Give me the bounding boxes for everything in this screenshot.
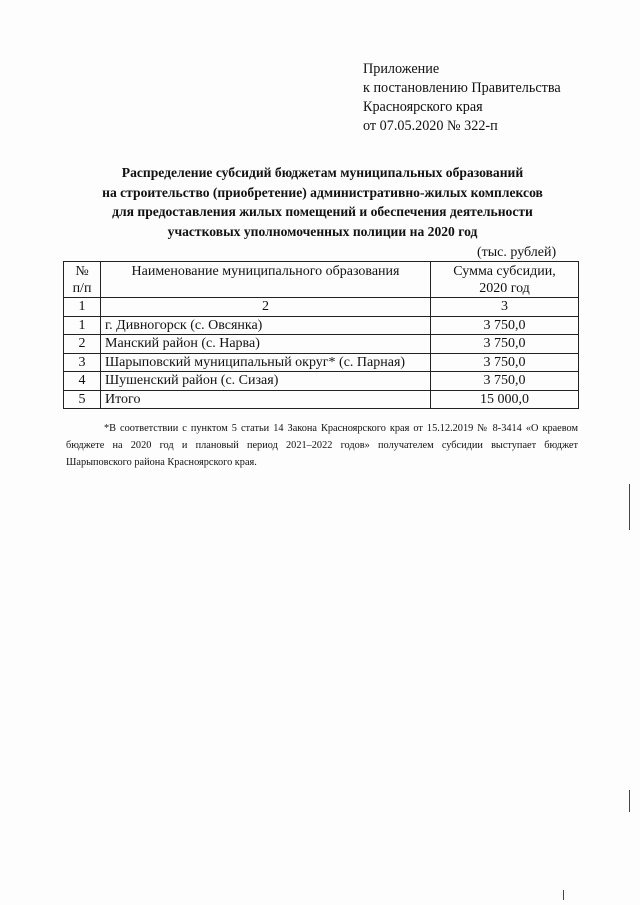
approval-line-3: Красноярского края [363, 99, 483, 115]
row-number: 3 [64, 353, 101, 372]
header-name-text: Наименование муниципального образования [131, 264, 400, 279]
header-sum-line-2: 2020 год [479, 280, 530, 296]
table-row-total [64, 390, 579, 409]
header-name [101, 262, 431, 298]
header-sum [431, 262, 579, 298]
units-label: (тыс. рублей) [477, 245, 557, 260]
table-row [64, 372, 579, 391]
index-cell: 3 [431, 298, 579, 317]
index-cell: 2 [101, 298, 431, 317]
header-number [64, 262, 101, 298]
header-sum-line-1: Сумма субсидии, [453, 264, 556, 279]
approval-block [363, 60, 561, 136]
header-number-line-1: № [75, 264, 89, 279]
row-number: 5 [64, 390, 101, 409]
row-number: 2 [64, 335, 101, 354]
footnote: *В соответствии с пунктом 5 статьи 14 Закона Красноярского края от 15.12.2019 № 8-3414 «О краевом бюджете на 2020 год и плановый период 2021–2022 годов» получателем субсидии выступает бюджет Шарыповского района Красноярского края. [66, 423, 578, 468]
row-sum: 3 750,0 [431, 316, 579, 335]
row-number: 1 [64, 316, 101, 335]
row-sum: 3 750,0 [431, 372, 579, 391]
title-line-1: Распределение субсидий бюджетам муниципальных образований [121, 165, 524, 180]
approval-line-4: от 07.05.2020 № 322-п [363, 118, 498, 134]
table-row [64, 353, 579, 372]
table-row [64, 335, 579, 354]
row-sum: 3 750,0 [431, 353, 579, 372]
title-line-3: для предоставления жилых помещений и обеспечения деятельности [112, 204, 533, 219]
row-name: Итого [101, 390, 431, 409]
row-sum: 3 750,0 [431, 335, 579, 354]
header-number-line-2: п/п [72, 280, 92, 296]
row-sum: 15 000,0 [431, 390, 579, 409]
document-title [60, 163, 585, 241]
title-line-4: участковых уполномоченных полиции на 2020 год [167, 223, 478, 239]
table-index-row [64, 298, 579, 317]
approval-line-2: к постановлению Правительства [363, 80, 561, 96]
title-line-2: на строительство (приобретение) административно-жилых комплексов [102, 184, 543, 200]
table-row [64, 316, 579, 335]
row-name: Шарыповский муниципальный округ* (с. Парная) [101, 353, 431, 372]
scan-mark [629, 790, 630, 812]
approval-line-1: Приложение [363, 61, 440, 77]
row-name: Шушенский район (с. Сизая) [101, 372, 431, 391]
scan-mark [629, 484, 630, 530]
table-header-row [64, 262, 579, 298]
row-number: 4 [64, 372, 101, 391]
row-name: г. Дивногорск (с. Овсянка) [101, 316, 431, 335]
scan-mark [563, 890, 564, 900]
subsidy-table [63, 261, 579, 409]
row-name: Манский район (с. Нарва) [101, 335, 431, 354]
index-cell: 1 [64, 298, 101, 317]
